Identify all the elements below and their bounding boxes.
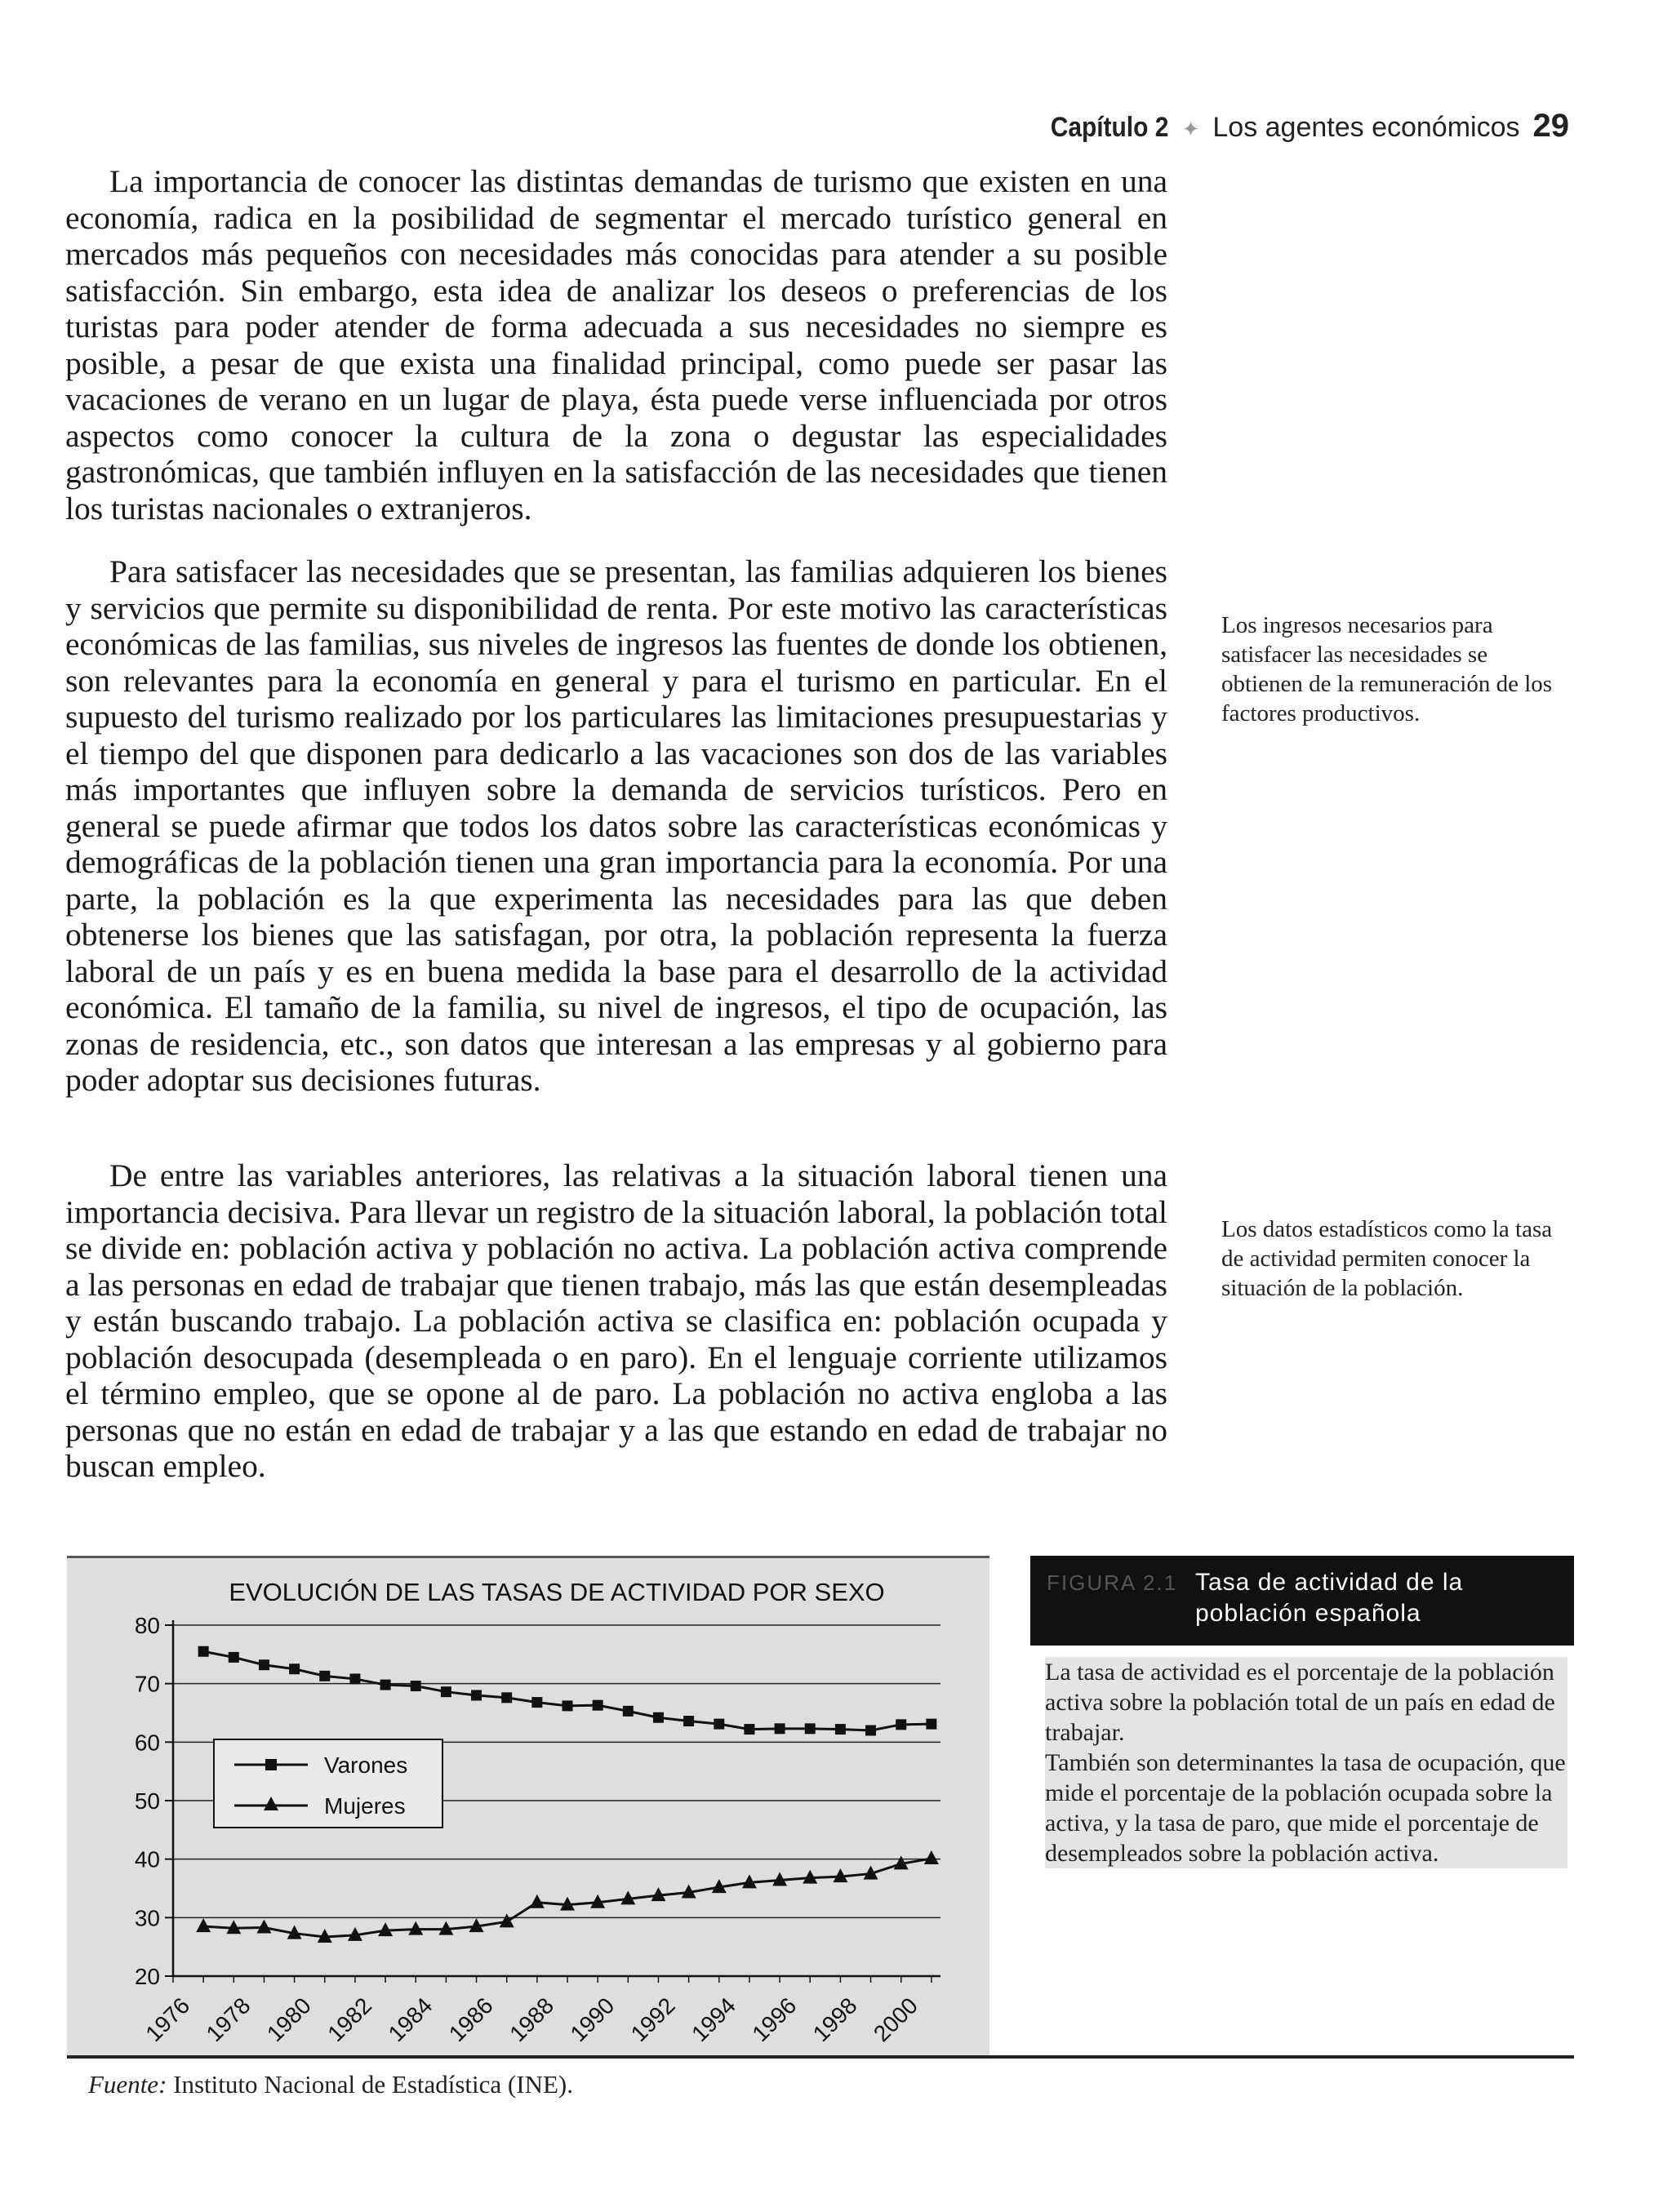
x-tick-label: 1980: [261, 1992, 316, 2047]
data-point-varones: [835, 1724, 846, 1735]
x-tick-label: 1990: [565, 1992, 620, 2047]
chapter-number: Capítulo 2: [1050, 112, 1169, 143]
y-tick-label: 70: [134, 1671, 160, 1697]
data-point-varones: [198, 1646, 209, 1657]
figure-source: [88, 2070, 573, 2099]
x-tick-label: 1988: [505, 1992, 559, 2047]
bottom-rule: [67, 2055, 1574, 2059]
chart-panel: [67, 1556, 989, 2058]
data-point-varones: [259, 1659, 269, 1670]
paragraph-text: Para satisfacer las necesidades que se presentan, las familias adquieren los bienes y servicios que permite su disponibilidad de renta. Por este motivo las características económicas de las familias, sus niveles de ingresos las fuentes de donde los obtienen, son relevantes para la economía en general y para el turismo en particular. En el supuesto del turismo realizado por los particulares las limitaciones presupuestarias y el tiempo del que disponen para dedicarlo a las vacaciones son dos de las variables más importantes que influyen sobre la demanda de servicios turísticos. Pero en general se puede afirmar que todos los datos sobre las características económicas y demográficas de la población tienen una gran importancia para la economía. Por una parte, la población es la que experimenta las necesidades para las que deben obtenerse los bienes que las satisfagan, por otra, la población representa la fuerza laboral de un país y es en buena medida la base para el desarrollo de la actividad económica. El tamaño de la familia, su nivel de ingresos, el tipo de ocupación, las zonas de residencia, etc., son datos que interesan a las empresas y al gobierno para poder adoptar sus decisiones futuras.: [65, 553, 1167, 1098]
y-tick-label: 80: [134, 1613, 160, 1638]
data-point-mujeres: [924, 1850, 939, 1864]
paragraph-1: [65, 163, 1167, 526]
y-tick-label: 20: [134, 1964, 160, 1989]
x-tick-label: 1982: [322, 1992, 377, 2047]
separator-icon: ✦: [1181, 117, 1200, 141]
running-header: [1034, 108, 1569, 144]
caption-activity-rate: La tasa de actividad es el porcentaje de la población activa sobre la población total de un país en edad de trabajar.: [1045, 1659, 1555, 1746]
data-point-varones: [441, 1686, 451, 1697]
x-tick-label: 1986: [443, 1992, 498, 2047]
figure-caption: [1045, 1657, 1568, 1868]
legend-label-varones: Varones: [324, 1752, 408, 1778]
x-tick-label: 2000: [868, 1992, 923, 2047]
data-point-varones: [289, 1663, 300, 1674]
data-point-varones: [319, 1671, 330, 1681]
figure-title: Tasa de actividad de la población española: [1195, 1569, 1464, 1627]
chapter-title: Los agentes económicos: [1212, 112, 1520, 143]
data-point-varones: [411, 1681, 421, 1691]
figure-number: FIGURA 2.1: [1047, 1570, 1178, 1595]
caption-other-rates: También son determinantes la tasa de ocupación, que mide el porcentaje de la población ocupada sobre la activa, y la tasa de paro, que mide el porcentaje de desempleados sobre la población activa.: [1045, 1749, 1566, 1867]
x-tick-label: 1994: [687, 1992, 741, 2047]
data-point-varones: [593, 1700, 603, 1711]
side-note-income: Los ingresos necesarios para satisfacer las necesidades se obtienen de la remuneración de los factores productivos.: [1221, 612, 1553, 726]
data-point-varones: [380, 1680, 391, 1690]
data-point-mujeres: [500, 1913, 514, 1927]
paragraph-3: [65, 1157, 1167, 1485]
legend-marker-varones: [265, 1759, 277, 1770]
chart-axes: [135, 1613, 940, 2046]
data-point-varones: [653, 1712, 664, 1723]
data-point-mujeres: [530, 1894, 545, 1908]
data-point-varones: [805, 1723, 816, 1734]
data-point-varones: [865, 1726, 876, 1736]
data-point-varones: [531, 1697, 542, 1708]
activity-rate-chart: [67, 1558, 989, 2058]
data-point-varones: [229, 1652, 239, 1663]
x-tick-label: 1992: [625, 1992, 680, 2047]
data-point-varones: [563, 1700, 573, 1711]
data-point-mujeres: [256, 1920, 271, 1934]
chart-title: EVOLUCIÓN DE LAS TASAS DE ACTIVIDAD POR SEXO: [229, 1578, 885, 1606]
source-text: Instituto Nacional de Estadística (INE).: [173, 2070, 573, 2099]
data-point-varones: [623, 1706, 634, 1717]
x-tick-label: 1984: [383, 1992, 438, 2047]
y-tick-label: 60: [134, 1730, 160, 1756]
data-point-varones: [714, 1719, 724, 1730]
paragraph-text: La importancia de conocer las distintas demandas de turismo que existen en una economía, radica en la posibilidad de segmentar el mercado turístico general en mercados más pequeños con necesidades más conocidas para atender a su posible satisfacción. Sin embargo, esta idea de analizar los deseos o preferencias de los turistas para poder atender de forma adecuada a sus necesidades no siempre es posible, a pesar de que exista una finalidad principal, como puede ser pasar las vacaciones de verano en un lugar de playa, ésta puede verse influenciada por otros aspectos como conocer la cultura de la zona o degustar las especialidades gastronómicas, que también influyen en la satisfacción de las necesidades que tienen los turistas nacionales o extranjeros.: [65, 163, 1167, 526]
data-point-varones: [896, 1719, 906, 1730]
data-point-varones: [501, 1692, 512, 1703]
legend-label-mujeres: Mujeres: [324, 1793, 406, 1819]
x-tick-label: 1996: [747, 1992, 802, 2047]
source-label: Fuente:: [88, 2070, 167, 2099]
page-number: 29: [1532, 108, 1569, 144]
data-point-varones: [775, 1723, 785, 1734]
x-tick-label: 1976: [140, 1992, 195, 2047]
chart-legend: [214, 1739, 442, 1828]
data-point-mujeres: [196, 1918, 211, 1932]
y-tick-label: 50: [134, 1788, 160, 1814]
x-tick-label: 1998: [807, 1992, 862, 2047]
data-point-varones: [926, 1719, 936, 1730]
y-tick-label: 40: [134, 1846, 160, 1872]
y-tick-label: 30: [134, 1905, 160, 1931]
data-point-varones: [683, 1716, 694, 1726]
series-line-varones: [203, 1651, 932, 1730]
x-tick-label: 1978: [201, 1992, 256, 2047]
data-point-varones: [744, 1724, 754, 1735]
data-point-varones: [349, 1673, 360, 1684]
paragraph-2: [65, 553, 1167, 1099]
figure-label: [1030, 1556, 1574, 1646]
side-note-statistics: Los datos estadísticos como la tasa de actividad permiten conocer la situación de la población.: [1221, 1216, 1553, 1301]
paragraph-text: De entre las variables anteriores, las relativas a la situación laboral tienen una importancia decisiva. Para llevar un registro de la situación laboral, la población total se divide en: población activa y población no activa. La población activa comprende a las personas en edad de trabajar que tienen trabajo, más las que están desempleadas y están buscando trabajo. La población activa se clasifica en: población ocupada y población desocupada (desempleada o en paro). En el lenguaje corriente utilizamos el término empleo, que se opone al de paro. La población no activa engloba a las personas que no están en edad de trabajar y a las que estando en edad de trabajar no buscan empleo.: [65, 1157, 1167, 1484]
data-point-varones: [471, 1690, 482, 1701]
